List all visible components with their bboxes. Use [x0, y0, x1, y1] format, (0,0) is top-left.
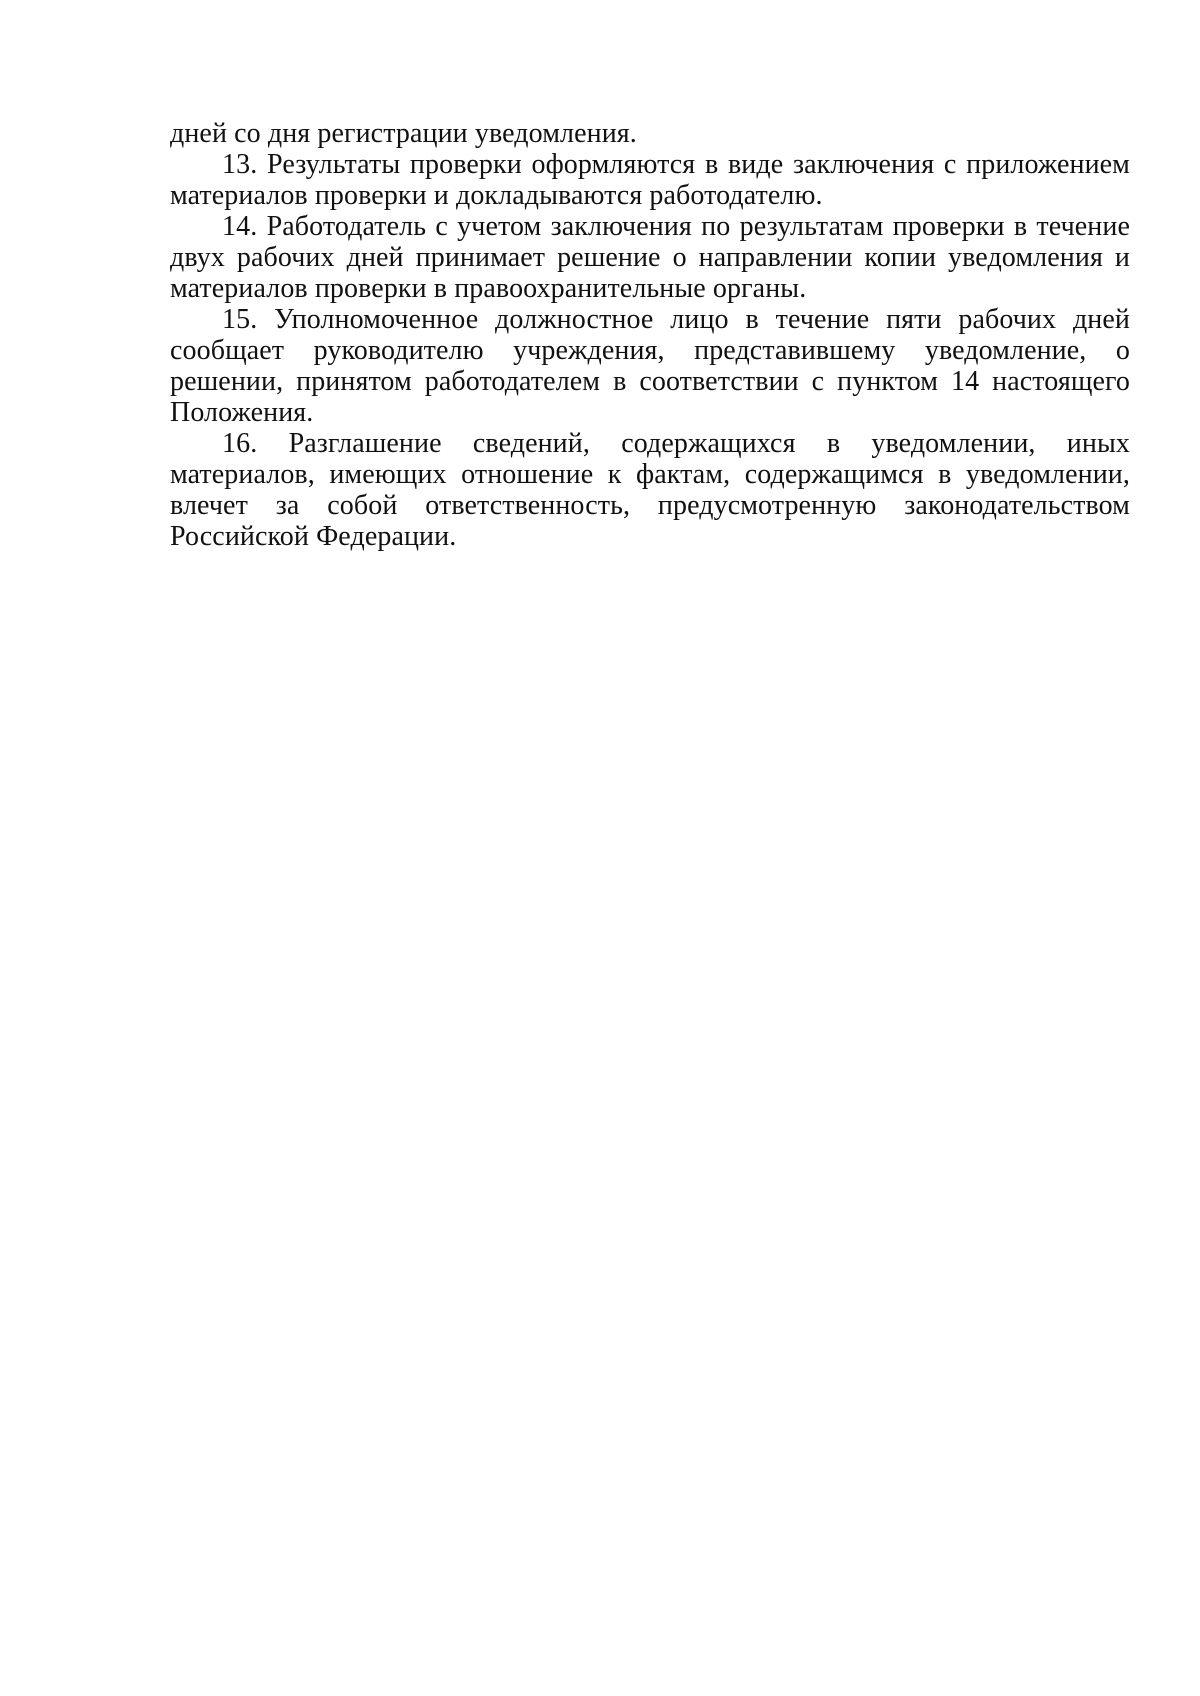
paragraph-15: [170, 304, 1130, 428]
paragraph-number: 15.: [222, 304, 258, 335]
paragraph-text: Разглашение сведений, содержащихся в уведомлении, иных материалов, имеющих отношение к фактам, содержащимся в уведомлении, влечет за собой ответственность, предусмотренную законодательством Российской Федерации.: [170, 428, 1130, 552]
paragraph-number: 16.: [222, 428, 258, 459]
paragraph-number: 14.: [222, 211, 258, 242]
document-body: [170, 118, 1130, 552]
paragraph-text: Уполномоченное должностное лицо в течение пяти рабочих дней сообщает руководителю учреждения, представившему уведомление, о решении, принятом работодателем в соответствии с пунктом 14 настоящего Положения.: [170, 304, 1130, 428]
paragraph-16: [170, 428, 1130, 552]
paragraph-14: [170, 211, 1130, 304]
paragraph-13: [170, 149, 1130, 211]
paragraph-text: дней со дня регистрации уведомления.: [170, 118, 637, 149]
paragraph-number: 13.: [222, 149, 258, 180]
paragraph-text: Результаты проверки оформляются в виде заключения с приложением материалов проверки и докладываются работодателю.: [170, 149, 1130, 211]
paragraph-text: Работодатель с учетом заключения по результатам проверки в течение двух рабочих дней принимает решение о направлении копии уведомления и материалов проверки в правоохранительные органы.: [170, 211, 1130, 304]
paragraph-continuation: [170, 118, 1130, 149]
